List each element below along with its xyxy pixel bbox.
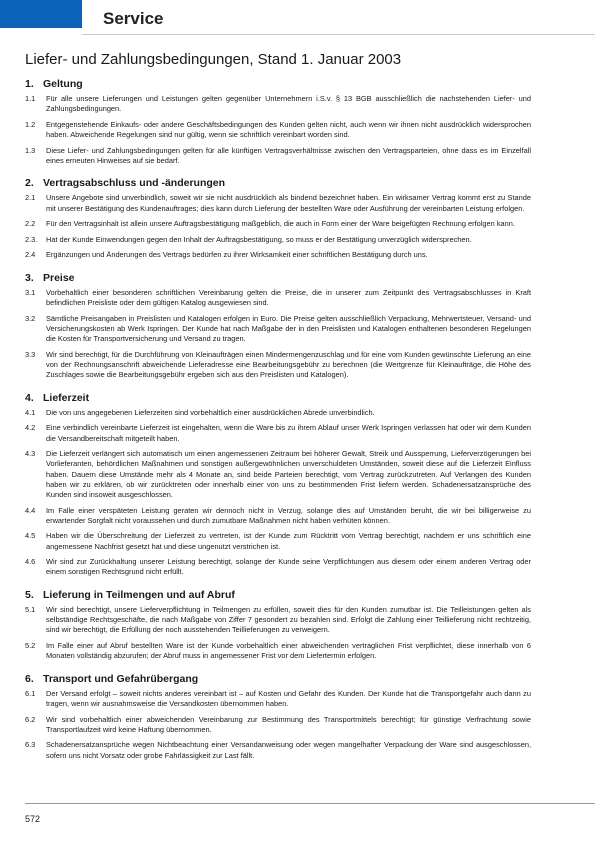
clause bbox=[0, 146, 595, 166]
clause-number: 4.2 bbox=[25, 423, 36, 433]
clause bbox=[0, 557, 595, 577]
clause-text: Für alle unsere Lieferungen und Leistungen gelten gegenüber Unternehmern i.S.v. § 13 BGB ausschließlich die nachstehenden Liefer- und Zahlungsbedingungen. bbox=[46, 94, 531, 114]
section-number: 6. bbox=[25, 672, 34, 685]
clause-number: 2.4 bbox=[25, 250, 36, 260]
clause-number: 6.2 bbox=[25, 714, 36, 724]
clause bbox=[0, 94, 595, 114]
clause-text: Diese Liefer- und Zahlungsbedingungen gelten für alle künftigen Vertragsverhältnisse zwischen den Vertragsparteien, ohne dass es im Einzelfall eines erneuten Hinweises auf sie bedarf. bbox=[46, 145, 531, 165]
clause-text: Der Versand erfolgt – soweit nichts anderes vereinbart ist – auf Kosten und Gefahr des Kunden. Der Kunde hat die Transportgefahr auch dann zu tragen, wenn wir ausnahmsweise die Versandkosten übernommen haben. bbox=[46, 688, 531, 708]
clause-text: Entgegenstehende Einkaufs- oder andere Geschäftsbedingungen des Kunden gelten nicht, auch wenn wir ihnen nicht ausdrücklich widersprochen haben. Abweichende Regelungen sind nur gültig, wenn sie schriftlich vereinbart worden sind. bbox=[46, 119, 531, 139]
clause-number: 1.1 bbox=[25, 94, 36, 103]
section-title: Lieferzeit bbox=[43, 391, 90, 404]
clause bbox=[0, 408, 595, 418]
clause-text: Für den Vertragsinhalt ist allein unsere Auftragsbestätigung maßgeblich, die auch in Form einer der Ware beigefügten Rechnung erfolgen kann. bbox=[46, 219, 515, 229]
clause bbox=[0, 531, 595, 551]
clause bbox=[0, 193, 595, 213]
section-heading bbox=[0, 589, 595, 601]
clause-text: Im Falle einer auf Abruf bestellten Ware ist der Kunde vorbehaltlich einer abweichenden vertraglichen Frist verpflichtet, diese innerhalb von 6 Monaten vollständig abzurufen; der Abruf muss in angemessener Frist vor dem Liefertermin erfolgen. bbox=[46, 640, 531, 661]
section-heading bbox=[0, 673, 595, 685]
header-section-title: Service bbox=[103, 9, 164, 28]
clause-text: Eine verbindlich vereinbarte Lieferzeit ist eingehalten, wenn die Ware bis zu ihrem Ablauf unser Werk Ispringen verlassen hat oder wir dem Kunden die Versandbereitschaft mitgeteilt haben. bbox=[46, 423, 531, 443]
clause-number: 3.3 bbox=[25, 349, 36, 359]
terms-content bbox=[0, 78, 595, 766]
section-title: Transport und Gefahrübergang bbox=[43, 672, 199, 685]
clause bbox=[0, 219, 595, 229]
clause-number: 5.1 bbox=[25, 604, 36, 614]
clause-text: Vorbehaltlich einer besonderen schriftlichen Vereinbarung gelten die Preise, die in unserer zum Zeitpunkt des Vertragsabschlusses in Kraft befindlichen Preisliste oder dem gültigen Katalog ausgewiesen sind. bbox=[46, 287, 531, 308]
clause bbox=[0, 250, 595, 260]
clause-text: Hat der Kunde Einwendungen gegen den Inhalt der Auftragsbestätigung, so muss er der Bestätigung unverzüglich widersprechen. bbox=[46, 234, 472, 244]
section-number: 5. bbox=[25, 588, 34, 601]
clause-text: Wir sind zur Zurückhaltung unserer Leistung berechtigt, solange der Kunde seine Verpflichtungen aus diesem oder einem anderen Vertrag oder einem sonstigen Rechtsgrund nicht erfüllt. bbox=[46, 557, 531, 577]
clause-text: Wir sind berechtigt, für die Durchführung von Kleinaufträgen einen Mindermengenzuschlag und für eine vom Kunden gewünschte Lieferung an eine von der Rechnungsanschrift abweichende Lieferadresse eine Bearbeitungsgebühr zu berechnen (die Wertgrenze für Kleinaufträge, die Höhe des Zuschlages sowie die Bearbeitungsgebühr ergeben sich aus den Preislisten und Katalogen). bbox=[46, 349, 531, 380]
section-transport bbox=[0, 673, 595, 761]
section-number: 2. bbox=[25, 177, 34, 190]
clause-text: Die Lieferzeit verlängert sich automatisch um einen angemessenen Zeitraum bei höherer Gewalt, Streik und Aussperrung, Lieferverzögerungen bei Vorlieferanten, behördlichen Maßnahmen und sonstigen außergewöhnlichen unverschuldeten Umständen, soweit diese auf die Lieferzeit Einfluss haben. Dauern diese Umstände mehr als 4 Monate an, sind beide Parteien berechtigt, vom Vertrag zurückzutreten. Auf Verlangen des Kunden haben wir zu erklären, ob wir zurücktreten oder innerhalb einer von uns zu bestimmenden Frist liefern werden. Schadenersatzansprüche des Kunden sind insoweit ausgeschlossen. bbox=[46, 449, 531, 499]
page-number: 572 bbox=[25, 814, 41, 824]
clause-text: Ergänzungen und Änderungen des Vertrags bedürfen zu ihrer Wirksamkeit einer schriftlichen Bestätigung durch uns. bbox=[46, 250, 428, 260]
section-teilmengen bbox=[0, 589, 595, 661]
clause-number: 1.3 bbox=[25, 145, 36, 155]
clause-number: 4.3 bbox=[25, 449, 36, 459]
clause bbox=[0, 449, 595, 500]
clause-text: Wir sind berechtigt, unsere Lieferverpflichtung in Teilmengen zu erfüllen, soweit dies für den Kunden zumutbar ist. Die Teilleistungen gelten als selbständige Rechtsgeschäfte, die nach Maßgabe von Ziffer 7 gesondert zu bezahlen sind. Erfolgt die Zahlung einer Teillieferung nicht rechtzeitig, sind wir berechtigt, die Erfüllung der noch ausstehenden Teillieferungen zu verweigern. bbox=[46, 604, 531, 635]
brand-color-bar bbox=[0, 0, 82, 28]
section-title: Geltung bbox=[43, 78, 83, 90]
section-lieferzeit bbox=[0, 392, 595, 578]
clause-number: 4.4 bbox=[25, 505, 36, 515]
clause bbox=[0, 288, 595, 308]
clause bbox=[0, 350, 595, 381]
clause-number: 1.2 bbox=[25, 119, 36, 129]
section-number: 3. bbox=[25, 271, 34, 284]
clause-number: 6.1 bbox=[25, 688, 36, 698]
clause-text: Schadenersatzansprüche wegen Nichtbeachtung einer Versandanweisung oder wegen mangelhafter Verpackung der Ware sind ausgeschlossen, sofern uns nicht Vorsatz oder grobe Fahrlässigkeit zur Last fällt. bbox=[46, 740, 531, 760]
clause-number: 4.1 bbox=[25, 407, 36, 417]
section-heading bbox=[0, 78, 595, 90]
section-number: 4. bbox=[25, 391, 34, 404]
clause bbox=[0, 641, 595, 661]
clause-text: Wir sind vorbehaltlich einer abweichenden Vereinbarung zur Bestimmung des Transportmittels berechtigt; für günstige Verfrachtung sowie Transportlaufzeit wird keine Haftung übernommen. bbox=[46, 714, 531, 734]
footer-divider bbox=[25, 803, 595, 804]
section-heading bbox=[0, 272, 595, 284]
section-heading bbox=[0, 177, 595, 189]
clause-text: Haben wir die Überschreitung der Lieferzeit zu vertreten, ist der Kunde zum Rücktritt vom Vertrag berechtigt, nachdem er uns schriftlich eine angemessene Nachfrist gesetzt hat und diese ungenutzt verstrichen ist. bbox=[46, 531, 531, 551]
section-geltung bbox=[0, 78, 595, 166]
clause-text: Unsere Angebote sind unverbindlich, soweit wir sie nicht ausdrücklich als bindend bezeichnet haben. Ein wirksamer Vertrag kommt erst zu Stande mit unserer Bestätigung des Kundenauftrages; dies kann durch Lieferung der bestellten Ware oder Ausführung der vereinbarten Leistung erfolgen. bbox=[46, 193, 531, 213]
clause bbox=[0, 120, 595, 140]
clause-text: Sämtliche Preisangaben in Preislisten und Katalogen erfolgen in Euro. Die Preise gelten ausschließlich Verpackung, Mehrwertsteuer, Versand- und Versicherungskosten ab Werk Ispringen. Der Kunde hat nach Maßgabe der in den Preislisten und Katalogen enthaltenen besonderen Regelungen die Kosten für Transportversicherung und Versand zu tragen. bbox=[46, 313, 531, 344]
clause-number: 3.2 bbox=[25, 313, 36, 323]
section-number: 1. bbox=[25, 78, 34, 90]
section-preise bbox=[0, 272, 595, 380]
clause bbox=[0, 715, 595, 735]
section-title: Vertragsabschluss und -änderungen bbox=[43, 177, 226, 190]
section-title: Preise bbox=[43, 271, 75, 284]
section-title: Lieferung in Teilmengen und auf Abruf bbox=[43, 588, 235, 601]
header-divider bbox=[82, 34, 595, 35]
clause bbox=[0, 314, 595, 345]
clause-number: 4.6 bbox=[25, 557, 36, 567]
section-heading bbox=[0, 392, 595, 404]
clause bbox=[0, 506, 595, 526]
clause-number: 2.3. bbox=[25, 234, 38, 244]
section-vertragsabschluss bbox=[0, 177, 595, 260]
clause bbox=[0, 235, 595, 245]
clause-number: 2.2 bbox=[25, 219, 36, 229]
clause-number: 4.5 bbox=[25, 531, 36, 541]
clause bbox=[0, 689, 595, 709]
clause-number: 3.1 bbox=[25, 287, 36, 297]
clause-text: Die von uns angegebenen Lieferzeiten sind vorbehaltlich einer ausdrücklichen Abrede unverbindlich. bbox=[46, 407, 375, 417]
clause-number: 6.3 bbox=[25, 740, 36, 750]
document-title: Liefer- und Zahlungsbedingungen, Stand 1. Januar 2003 bbox=[25, 51, 402, 68]
clause bbox=[0, 740, 595, 760]
clause bbox=[0, 423, 595, 443]
clause-number: 5.2 bbox=[25, 640, 36, 650]
clause bbox=[0, 605, 595, 636]
clause-text: Im Falle einer verspäteten Leistung geraten wir dennoch nicht in Verzug, solange dies auf Umständen beruht, die wir bei billigerweise zu erwartender Sorgfalt nicht voraussehen und durch zumutbare Maßnahmen nicht haben verhüten können. bbox=[46, 505, 531, 525]
clause-number: 2.1 bbox=[25, 193, 36, 203]
